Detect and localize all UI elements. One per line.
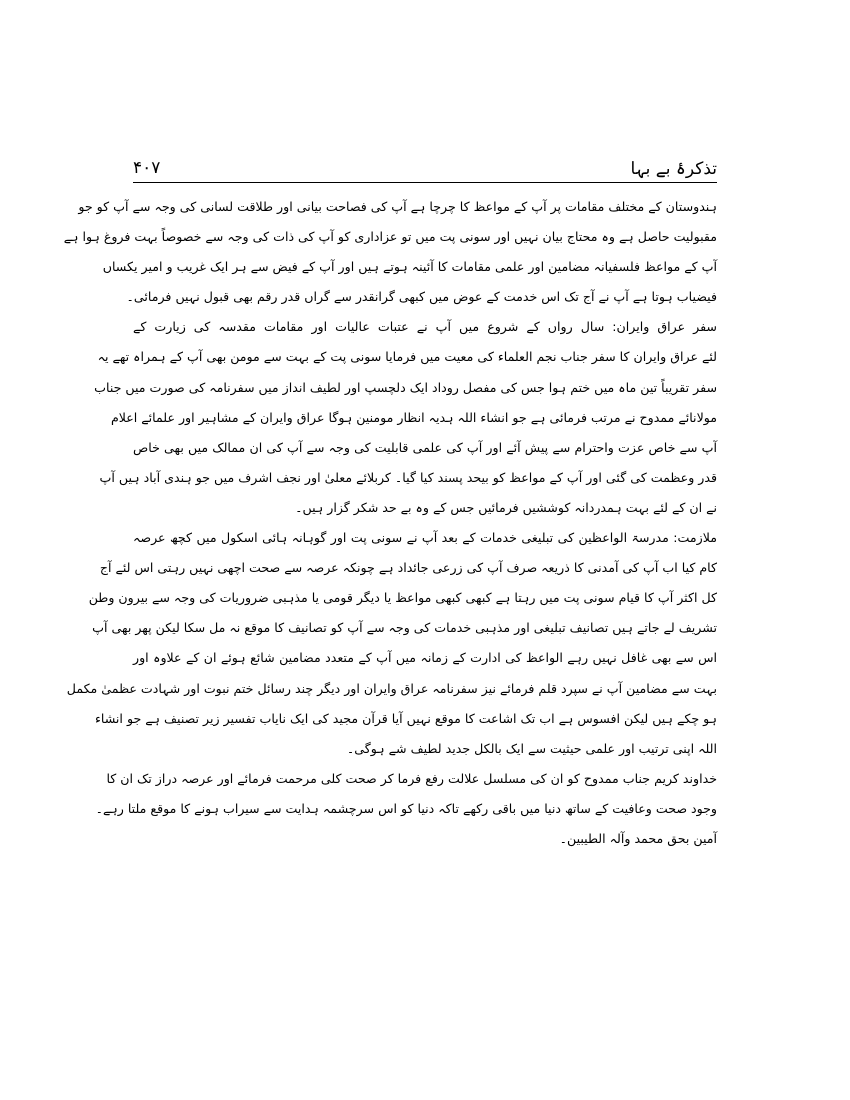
text-line: کام کیا اب آپ کی آمدنی کا ذریعہ صرف آپ کی زرعی جائداد ہے چونکہ عرصہ سے صحت اچھی نہیں رہتی اس لئے آج bbox=[99, 560, 717, 576]
text-line: آپ سے خاص عزت واحترام سے پیش آئے اور آپ کی علمی قابلیت کی وجہ سے آپ کی ان ممالک میں بھی خاص bbox=[133, 439, 717, 455]
text-line: نے ان کے لئے بہت ہمدردانہ کوششیں فرمائیں جس کے وہ بے حد شکر گزار ہیں۔ bbox=[295, 499, 717, 515]
text-line: اس سے بھی غافل نہیں رہے الواعظ کی ادارت کے زمانہ میں آپ کے متعدد مضامین شائع ہوئے ان کے علاوہ اور bbox=[133, 650, 717, 666]
text-line: ہو چکے ہیں لیکن افسوس ہے اب تک اشاعت کا موقع نہیں آیا قرآن مجید کی ایک نایاب تفسیر زیر تصنیف ہے جو انشاء bbox=[94, 710, 717, 726]
text-line: فیضیاب ہوتا ہے آپ نے آج تک اس خدمت کے عوض میں کبھی گرانقدر سے گراں قدر رقم بھی قبول نہیں فرمائی۔ bbox=[126, 289, 717, 305]
text-line: سفر تقریباً تین ماہ میں ختم ہوا جس کی مفصل روداد ایک دلچسپ اور لطیف انداز میں سفرنامہ کی صورت میں جناب bbox=[94, 379, 717, 395]
page-header bbox=[133, 158, 717, 180]
text-line: بہت سے مضامین آپ نے سپرد قلم فرمائے نیز سفرنامہ عراق وایران اور دیگر چند رسائل ختم نبوت اور شہادت عظمیٰ مکمل bbox=[66, 680, 717, 696]
section-heading-line: سفر عراق وایران: سال رواں کے شروع میں آپ نے عتبات عالیات اور مقامات مقدسہ کی زیارت کے bbox=[133, 319, 717, 335]
text-line: مولانائے ممدوح نے مرتب فرمائی ہے جو انشاء اللہ ہدیہ انظار مومنین ہوگا عراق وایران کے مشاہیر اور علمائے اعلام bbox=[110, 409, 717, 425]
text-line: لئے عراق وایران کا سفر جناب نجم العلماء کی معیت میں فرمایا سونی پت کے بہت سے مومن بھی آپ کے ہمراہ تھے یہ bbox=[97, 349, 717, 365]
text-line: کل اکثر آپ کا قیام سونی پت میں رہتا ہے کبھی کبھی مواعظ یا دیگر قومی یا مذہبی ضروریات کی وجہ سے بیرون وطن bbox=[88, 590, 717, 606]
running-title: تذکرۂ بے بہا bbox=[630, 159, 717, 179]
text-line: آپ کے مواعظ فلسفیانہ مضامین اور علمی مقامات کا آئینہ ہوتے ہیں اور آپ کے فیض سے ہر ایک غریب و امیر یکساں bbox=[102, 259, 717, 275]
text-line: خداوند کریم جناب ممدوح کو ان کی مسلسل علالت رفع فرما کر صحت کلی مرحمت فرمائے اور عرصہ دراز تک ان کا bbox=[106, 770, 717, 786]
text-line: قدر وعظمت کی گئی اور آپ کے مواعظ کو بیحد پسند کیا گیا۔ کربلائے معلیٰ اور نجف اشرف میں جو ہندی آباد ہیں آپ bbox=[99, 469, 717, 485]
text-line: مقبولیت حاصل ہے وہ محتاج بیان نہیں اور سونی پت میں تو عزاداری کو آپ کی ذات کی وجہ سے خصوصاً بہت فروغ ہوا ہے bbox=[63, 229, 717, 245]
text-line: اللہ اپنی ترتیب اور علمی حیثیت سے ایک بالکل جدید لطیف شے ہوگی۔ bbox=[346, 740, 717, 756]
text-line: آمین بحق محمد وآلہ الطیبین۔ bbox=[559, 830, 717, 846]
section-heading-line: ملازمت: مدرسۃ الواعظین کی تبلیغی خدمات کے بعد آپ نے سونی پت اور گوہانہ ہائی اسکول میں کچھ عرصہ bbox=[133, 530, 717, 546]
text-line: تشریف لے جاتے ہیں تصانیف تبلیغی اور مذہبی خدمات کی وجہ سے آپ کو تصانیف کا موقع نہ مل سکا لیکن پھر بھی آپ bbox=[92, 620, 717, 636]
header-rule bbox=[133, 182, 717, 183]
body-text bbox=[63, 192, 717, 854]
text-line: ہندوستان کے مختلف مقامات پر آپ کے مواعظ کا چرچا ہے آپ کی فصاحت بیانی اور طلاقت لسانی کی وجہ سے آپ کو جو bbox=[78, 199, 717, 214]
page-number: ۴۰۷ bbox=[133, 158, 161, 178]
text-line: وجود صحت وعافیت کے ساتھ دنیا میں باقی رکھے تاکہ دنیا کو اس سرچشمہ ہدایت سے سیراب ہونے کا موقع ملتا رہے۔ bbox=[95, 800, 717, 816]
